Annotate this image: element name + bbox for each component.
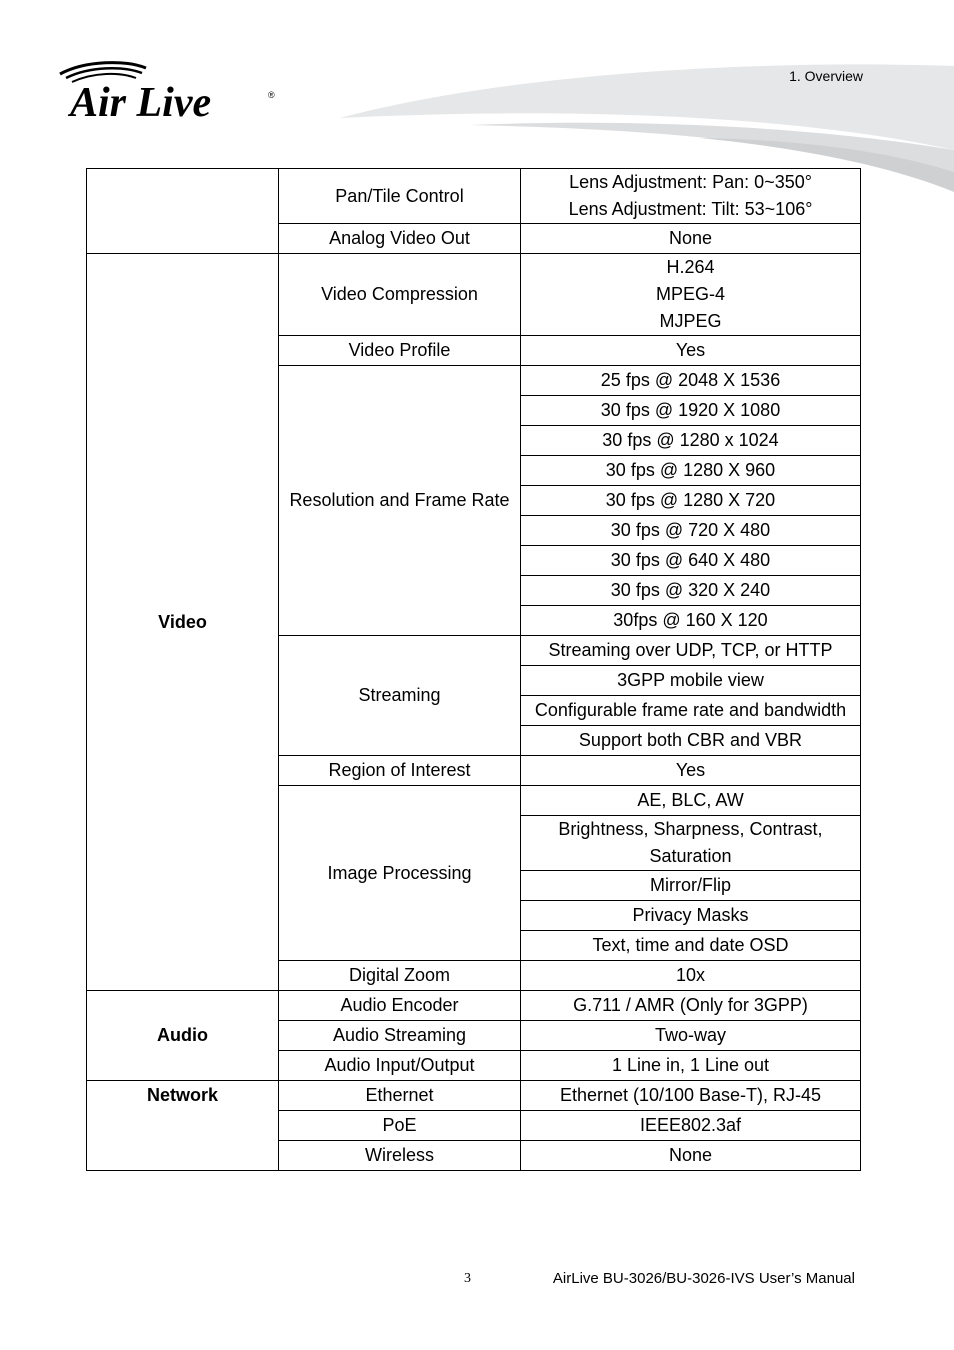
value-cell: 30 fps @ 320 X 240 <box>521 576 861 606</box>
value-line: MJPEG <box>659 311 722 331</box>
category-cell <box>87 169 279 254</box>
value-cell: Privacy Masks <box>521 901 861 931</box>
page-number: 3 <box>464 1271 471 1286</box>
value-cell: 3GPP mobile view <box>521 666 861 696</box>
value-line: MPEG-4 <box>655 284 725 304</box>
logo-registered-mark: ® <box>268 90 275 100</box>
feature-cell: Analog Video Out <box>279 224 521 254</box>
feature-cell: Pan/Tile Control <box>279 169 521 224</box>
value-cell: 30 fps @ 1920 X 1080 <box>521 396 861 426</box>
category-cell: Audio <box>87 991 279 1081</box>
feature-cell: Region of Interest <box>279 756 521 786</box>
value-cell <box>521 169 861 224</box>
chapter-title: 1. Overview <box>789 68 863 84</box>
airlive-logo <box>56 58 286 122</box>
value-line: H.264 <box>666 257 715 277</box>
value-cell: 30 fps @ 720 X 480 <box>521 516 861 546</box>
category-cell: Video <box>87 254 279 991</box>
value-cell: 30 fps @ 1280 X 720 <box>521 486 861 516</box>
feature-cell: Ethernet <box>279 1081 521 1111</box>
value-cell: 30 fps @ 1280 x 1024 <box>521 426 861 456</box>
feature-cell: Wireless <box>279 1141 521 1171</box>
feature-cell: Image Processing <box>279 786 521 961</box>
value-cell: 1 Line in, 1 Line out <box>521 1051 861 1081</box>
table-row <box>87 991 861 1021</box>
table-row <box>87 1081 861 1111</box>
value-cell: None <box>521 224 861 254</box>
value-cell: IEEE802.3af <box>521 1111 861 1141</box>
value-cell: None <box>521 1141 861 1171</box>
feature-cell: Resolution and Frame Rate <box>279 366 521 636</box>
table-row <box>87 254 861 336</box>
value-cell: 30 fps @ 640 X 480 <box>521 546 861 576</box>
value-line: Lens Adjustment: Pan: 0~350° <box>569 172 812 192</box>
value-cell <box>521 254 861 336</box>
feature-cell: Streaming <box>279 636 521 756</box>
value-cell: Streaming over UDP, TCP, or HTTP <box>521 636 861 666</box>
feature-cell: PoE <box>279 1111 521 1141</box>
value-cell: Support both CBR and VBR <box>521 726 861 756</box>
value-cell: Ethernet (10/100 Base-T), RJ-45 <box>521 1081 861 1111</box>
logo-wordmark: Air Live <box>70 80 212 122</box>
manual-title: AirLive BU-3026/BU-3026-IVS User’s Manual <box>552 1270 855 1287</box>
feature-cell: Audio Input/Output <box>279 1051 521 1081</box>
value-cell: Two-way <box>521 1021 861 1051</box>
table-row <box>87 169 861 224</box>
category-cell: Network <box>87 1081 279 1171</box>
value-cell: Yes <box>521 756 861 786</box>
feature-cell: Video Compression <box>279 254 521 336</box>
value-cell: 10x <box>521 961 861 991</box>
feature-cell: Audio Streaming <box>279 1021 521 1051</box>
value-cell: Mirror/Flip <box>521 871 861 901</box>
value-cell: Yes <box>521 336 861 366</box>
feature-cell: Video Profile <box>279 336 521 366</box>
feature-cell: Audio Encoder <box>279 991 521 1021</box>
specification-table <box>86 168 861 1171</box>
value-cell: AE, BLC, AW <box>521 786 861 816</box>
value-cell: 25 fps @ 2048 X 1536 <box>521 366 861 396</box>
value-cell: 30fps @ 160 X 120 <box>521 606 861 636</box>
value-cell: G.711 / AMR (Only for 3GPP) <box>521 991 861 1021</box>
value-cell: Brightness, Sharpness, Contrast, Saturation <box>521 816 861 871</box>
feature-cell: Digital Zoom <box>279 961 521 991</box>
value-cell: Text, time and date OSD <box>521 931 861 961</box>
value-cell: Configurable frame rate and bandwidth <box>521 696 861 726</box>
value-line: Lens Adjustment: Tilt: 53~106° <box>568 199 813 219</box>
value-cell: 30 fps @ 1280 X 960 <box>521 456 861 486</box>
